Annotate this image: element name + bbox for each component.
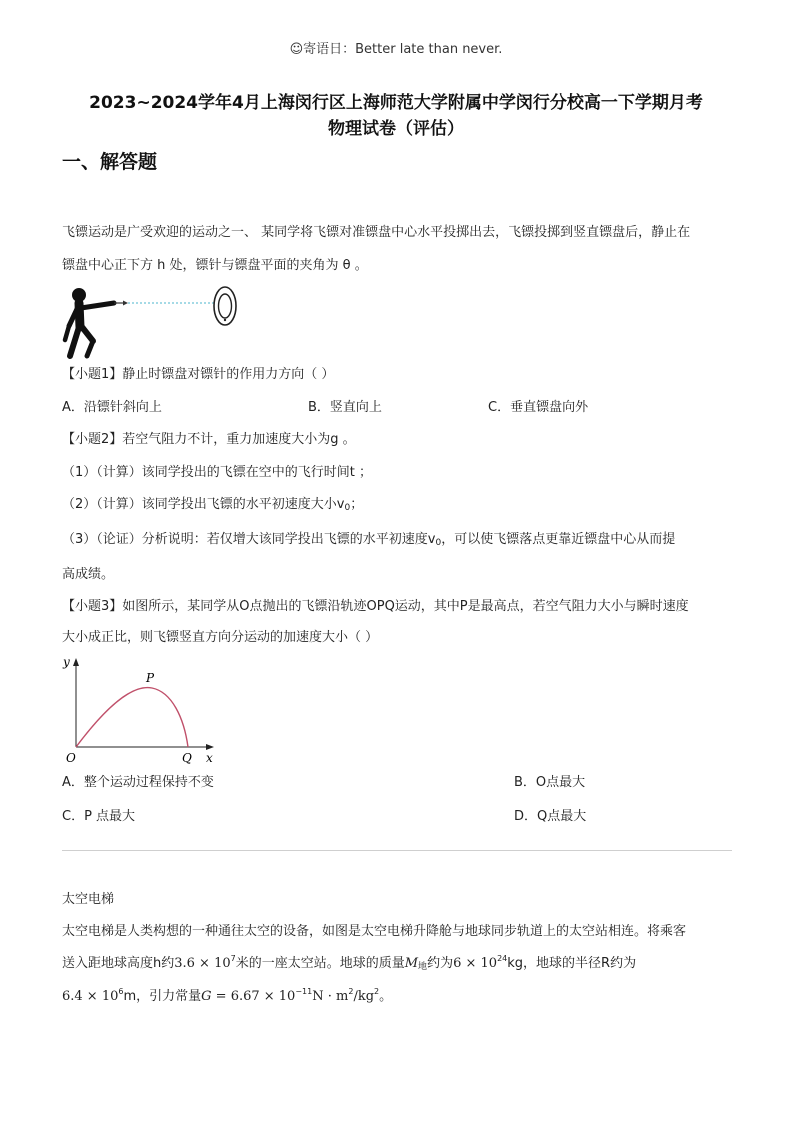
sub2-part2-suffix: ； <box>350 497 364 512</box>
paper-title <box>30 90 762 142</box>
q2-radius-exponent: 6 <box>118 987 124 996</box>
trajectory-graph <box>60 652 222 768</box>
x-axis-arrow-icon <box>206 744 214 750</box>
q2-height-value: 3.6 × 10 <box>174 956 231 971</box>
sub2-part3-subscript: 0 <box>435 538 442 548</box>
sub3-option-b: B．O点最大 <box>514 775 586 790</box>
graph-label-p: P <box>146 671 155 685</box>
sub2-part3-line2: 高成绩。 <box>62 567 115 582</box>
graph-label-q: Q <box>182 751 192 765</box>
q2-mass-value: 6 × 10 <box>453 956 498 971</box>
y-axis-arrow-icon <box>73 658 79 666</box>
sub3-stem-line2: 大小成正比，则飞镖竖直方向分运动的加速度大小（ ） <box>62 630 379 645</box>
sub2-part2-subscript: 0 <box>344 503 351 513</box>
sub2-part2 <box>62 496 363 517</box>
q2-line3 <box>62 988 392 1006</box>
q2-gravity-value: = 6.67 × 10 <box>211 989 296 1004</box>
q2-heading: 太空电梯 <box>62 892 115 907</box>
paper-title-line1: 2023~2024学年4月上海闵行区上海师范大学附属中学闵行分校高一下学期月考 <box>89 93 703 113</box>
q2-unit-m-exponent: 2 <box>348 987 354 996</box>
paper-title-line2: 物理试卷（评估） <box>328 119 464 139</box>
q2-line2-text-c: 米的一座太空站。地球的质量 <box>235 956 405 971</box>
q2-gravity-symbol: G <box>201 989 212 1004</box>
sub2-part3 <box>62 531 675 552</box>
q2-unit-nm: N · m <box>312 989 349 1004</box>
q1-intro-line2: 镖盘中心正下方 h 处，镖针与镖盘平面的夹角为 θ 。 <box>62 258 368 273</box>
section-heading: 一、解答题 <box>62 151 158 173</box>
q2-line2-text-f: kg，地球的半径R约为 <box>507 956 637 971</box>
q2-line3-text-b: m，引力常量 <box>123 989 202 1004</box>
sub1-option-b: B．竖直向上 <box>308 400 382 415</box>
q2-height-exponent: 7 <box>230 954 236 963</box>
q2-line2-text-a: 送入距地球高度h约 <box>62 956 175 971</box>
q2-unit-kg: /kg <box>353 989 375 1004</box>
q2-line2 <box>62 955 636 976</box>
dart-arrow-icon <box>114 301 128 306</box>
sub1-option-c: C．垂直镖盘向外 <box>488 400 589 415</box>
sub3-option-c: C．P 点最大 <box>62 809 136 824</box>
q2-radius-value: 6.4 × 10 <box>62 989 119 1004</box>
q2-line1: 太空电梯是人类构想的一种通往太空的设备，如图是太空电梯升降舱与地球同步轨道上的太空站相连。将乘客 <box>62 924 687 939</box>
q2-unit-kg-exponent: 2 <box>374 987 380 996</box>
sub3-option-a: A．整个运动过程保持不变 <box>62 775 214 790</box>
sub1-stem: 【小题1】静止时镖盘对镖针的作用力方向（ ） <box>62 367 335 382</box>
sub3-option-d: D．Q点最大 <box>514 809 587 824</box>
q2-mass-exponent: 24 <box>497 954 508 963</box>
q2-mass-symbol: M <box>404 956 419 971</box>
sub2-part1: （1）（计算）该同学投出的飞镖在空中的飞行时间t ； <box>62 465 373 480</box>
q2-line2-text-d: 约为 <box>427 956 454 971</box>
q1-intro-line1: 飞镖运动是广受欢迎的运动之一、 某同学将飞镖对准镖盘中心水平投掷出去，飞镖投掷到竖直镖盘后，静止在 <box>62 225 691 240</box>
dartboard-icon <box>214 287 236 325</box>
sub2-part3-suffix: ，可以使飞镖落点更靠近镖盘中心从而提 <box>441 532 676 547</box>
sub2-stem: 【小题2】若空气阻力不计，重力加速度大小为g 。 <box>62 432 356 447</box>
sub1-option-a: A．沿镖针斜向上 <box>62 400 162 415</box>
sub2-part2-text: （2）（计算）该同学投出飞镖的水平初速度大小v <box>62 497 345 512</box>
sub3-stem-line1: 【小题3】如图所示，某同学从O点抛出的飞镖沿轨迹OPQ运动，其中P是最高点，若空气阻力大小与瞬时速度 <box>62 599 689 614</box>
sub2-part3-text: （3）（论证）分析说明：若仅增大该同学投出飞镖的水平初速度v <box>62 532 436 547</box>
q2-gravity-exponent: −11 <box>295 987 313 996</box>
dart-thrower-figure <box>60 282 250 360</box>
motto-header: ☺寄语日：Better late than never. <box>289 42 503 57</box>
trajectory-curve-opq <box>76 688 188 747</box>
q2-line3-end: 。 <box>379 989 393 1004</box>
question-divider <box>62 850 732 851</box>
thrower-silhouette-icon <box>65 289 114 357</box>
graph-label-y: y <box>63 655 70 669</box>
graph-label-o: O <box>66 751 76 765</box>
graph-label-x: x <box>206 751 213 765</box>
q2-mass-subscript: 地 <box>418 962 428 972</box>
